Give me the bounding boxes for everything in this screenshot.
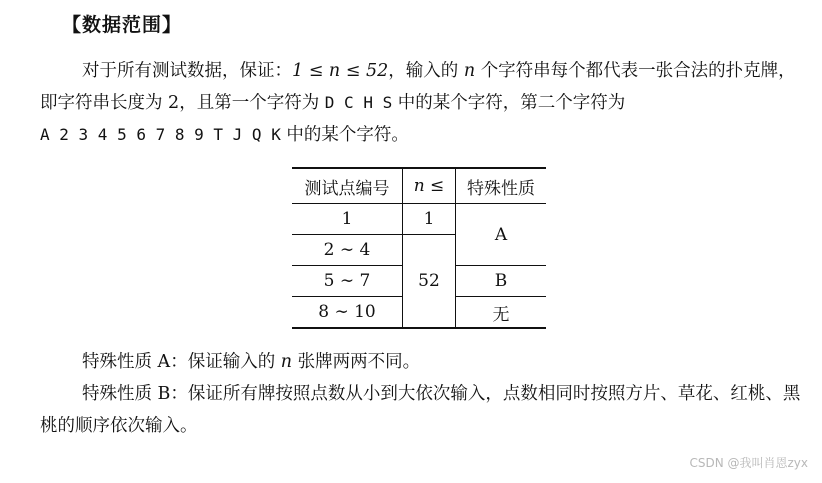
suit-chars: D C H S [324,93,393,112]
test-data-table [292,167,546,329]
header-n-limit: n ≤ [403,168,456,204]
constraint-after-n: 个字符串每个都代表一张合法的扑克牌，即字符串长度为 2，且第一个字符为 [40,61,796,113]
constraint-expression: 1 ≤ n ≤ 52 [292,61,389,81]
property-a-prefix: 特殊性质 A：保证输入的 [82,352,276,372]
section-heading: 【数据范围】 [62,14,183,36]
property-a-text [82,346,802,378]
constraint-lead: 对于所有测试数据，保证： [82,61,292,81]
rank-chars: A 2 3 4 5 6 7 8 9 T J Q K [40,125,281,144]
constraint-after: ，输入的 [388,61,459,81]
property-a-suffix: 张牌两两不同。 [297,352,421,372]
cell-property: A [456,204,547,266]
watermark: CSDN @我叫肖恩zyx [689,456,808,470]
cell-property: 无 [492,304,510,325]
constraint-tail: 中的某个字符。 [286,125,409,145]
cell-test-id: 5 ∼ 7 [292,266,403,297]
property-b-text: 特殊性质 B：保证所有牌按照点数从小到大依次输入，点数相同时按照方片、草花、红桃、黑桃的顺序依次输入。 [40,384,801,436]
cell-n-limit: 1 [403,204,456,235]
header-test-id: 测试点编号 [292,168,403,204]
cell-test-id: 2 ∼ 4 [292,235,403,266]
cell-property: B [456,266,547,297]
cell-n-limit: 52 [403,235,456,329]
constraints-paragraph [40,55,808,151]
table-row [292,204,546,235]
cell-test-id: 8 ∼ 10 [292,297,403,329]
header-property: 特殊性质 [456,168,547,204]
cell-test-id: 1 [292,204,403,235]
var-n: n [463,61,476,81]
property-a-var-n: n [280,352,293,372]
constraint-mid: 中的某个字符，第二个字符为 [397,93,626,113]
table-header-row [292,168,546,204]
